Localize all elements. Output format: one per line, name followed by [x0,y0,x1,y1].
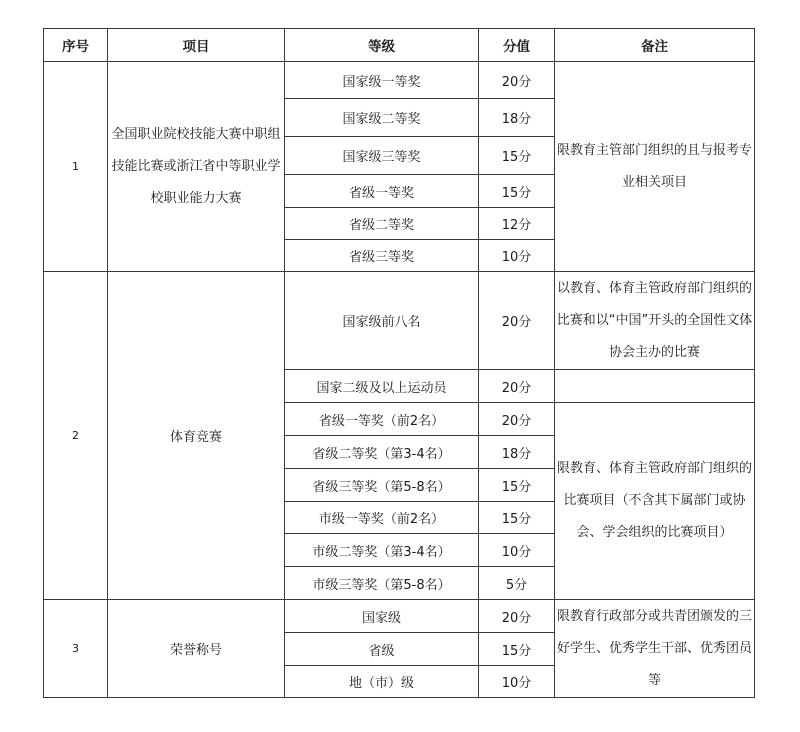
score-cell: 20分 [479,600,555,633]
table-row [44,272,755,370]
score-cell: 20分 [479,403,555,436]
level-cell: 省级一等奖（前2名） [285,403,479,436]
level-cell: 国家级前八名 [285,272,479,370]
note-cell-empty [555,370,755,403]
level-cell: 省级三等奖 [285,240,479,272]
note-cell: 限教育、体育主管政府部门组织的比赛项目（不含其下属部门或协会、学会组织的比赛项目） [555,403,755,600]
level-cell: 市级三等奖（第5-8名） [285,567,479,600]
score-cell: 20分 [479,62,555,99]
header-item: 项目 [108,29,285,62]
seq-cell: 3 [44,600,108,698]
seq-cell: 1 [44,62,108,272]
score-cell: 15分 [479,502,555,534]
level-cell: 地（市）级 [285,666,479,698]
level-cell: 国家二级及以上运动员 [285,370,479,403]
score-table [43,28,755,698]
score-cell: 15分 [479,175,555,208]
level-cell: 国家级 [285,600,479,633]
header-note: 备注 [555,29,755,62]
note-cell: 限教育主管部门组织的且与报考专业相关项目 [555,62,755,272]
level-cell: 省级二等奖（第3-4名） [285,436,479,469]
seq-cell: 2 [44,272,108,600]
score-cell: 12分 [479,208,555,240]
level-cell: 省级一等奖 [285,175,479,208]
score-cell: 15分 [479,137,555,175]
header-row [44,29,755,62]
level-cell: 国家级一等奖 [285,62,479,99]
score-cell: 10分 [479,666,555,698]
header-seq: 序号 [44,29,108,62]
table-row [44,600,755,633]
item-cell: 全国职业院校技能大赛中职组技能比赛或浙江省中等职业学校职业能力大赛 [108,62,285,272]
table-row [44,62,755,99]
level-cell: 省级三等奖（第5-8名） [285,469,479,502]
level-cell: 市级二等奖（第3-4名） [285,534,479,567]
score-cell: 20分 [479,272,555,370]
score-cell: 18分 [479,436,555,469]
note-cell: 限教育行政部分或共青团颁发的三好学生、优秀学生干部、优秀团员等 [555,600,755,698]
header-score: 分值 [479,29,555,62]
score-cell: 10分 [479,534,555,567]
level-cell: 市级一等奖（前2名） [285,502,479,534]
level-cell: 国家级二等奖 [285,99,479,137]
score-cell: 15分 [479,469,555,502]
item-cell: 荣誉称号 [108,600,285,698]
score-cell: 10分 [479,240,555,272]
level-cell: 省级 [285,633,479,666]
score-cell: 20分 [479,370,555,403]
score-cell: 18分 [479,99,555,137]
header-level: 等级 [285,29,479,62]
level-cell: 省级二等奖 [285,208,479,240]
item-cell: 体育竞赛 [108,272,285,600]
score-cell: 5分 [479,567,555,600]
score-cell: 15分 [479,633,555,666]
level-cell: 国家级三等奖 [285,137,479,175]
note-cell: 以教育、体育主管政府部门组织的比赛和以“中国”开头的全国性文体协会主办的比赛 [555,272,755,370]
